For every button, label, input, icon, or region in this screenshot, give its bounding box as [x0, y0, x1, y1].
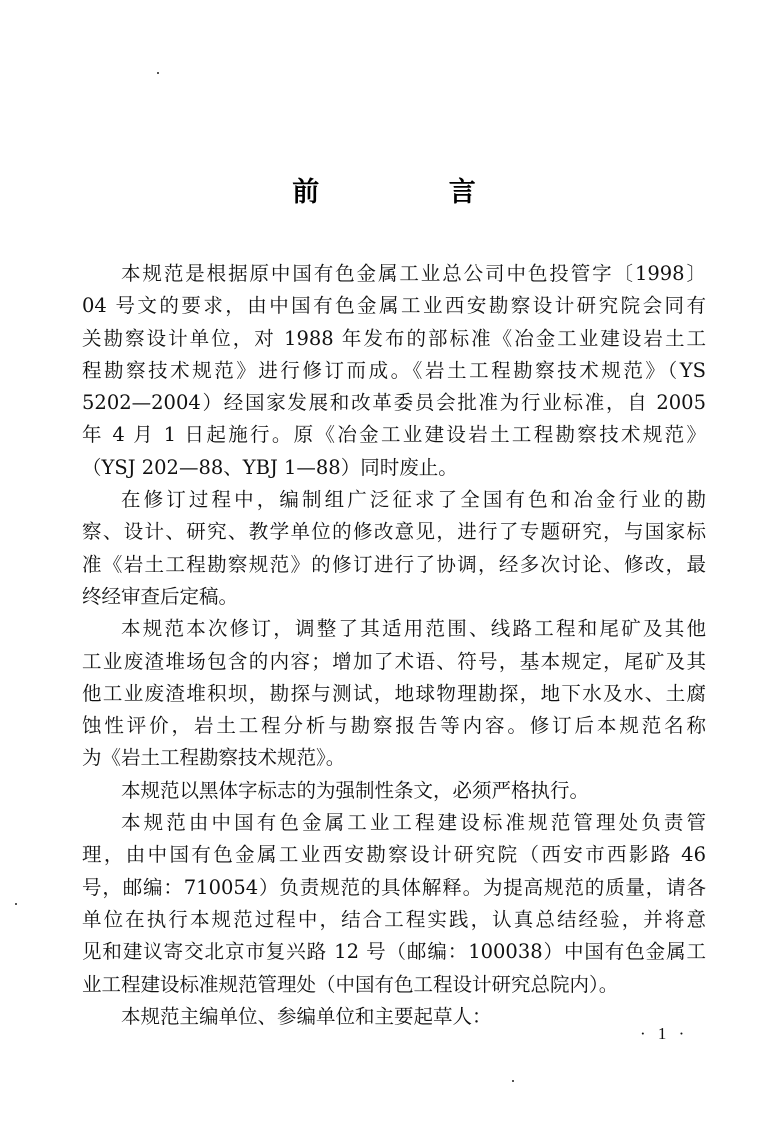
- text-line: 为《岩土工程勘察技术规范》。: [82, 746, 346, 770]
- scan-speck: [15, 903, 17, 905]
- text-line: 业工程建设标准规范管理处（中国有色工程设计研究总院内）。: [82, 972, 619, 996]
- scan-speck: [512, 1080, 514, 1082]
- text-line: 本规范本次修订，调整了其适用范围、线路工程和尾矿及其他: [121, 617, 706, 641]
- text-line: 蚀性评价，岩土工程分析与勘察报告等内容。修订后本规范名称: [82, 714, 706, 738]
- text-line: 见和建议寄交北京市复兴路 12 号（邮编：100038）中国有色金属工: [82, 940, 706, 964]
- text-line: 察、设计、研究、教学单位的修改意见，进行了专题研究，与国家标: [82, 520, 706, 544]
- text-line: 单位在执行本规范过程中，结合工程实践，认真总结经验，并将意: [82, 907, 706, 931]
- text-line: 5202—2004）经国家发展和改革委员会批准为行业标准，自 2005: [82, 391, 706, 415]
- text-line: 程勘察技术规范》进行修订而成。《岩土工程勘察技术规范》（YS: [82, 358, 706, 382]
- text-line: 关勘察设计单位，对 1988 年发布的部标准《冶金工业建设岩土工: [82, 326, 706, 350]
- text-line: 工业废渣堆场包含的内容；增加了术语、符号，基本规定，尾矿及其: [82, 649, 706, 673]
- text-line: 理，由中国有色金属工业西安勘察设计研究院（西安市西影路 46: [82, 843, 706, 867]
- text-line: 在修订过程中，编制组广泛征求了全国有色和冶金行业的勘: [121, 488, 706, 512]
- text-line: 准《岩土工程勘察规范》的修订进行了协调，经多次讨论、修改，最: [82, 552, 706, 576]
- text-line: 号，邮编：710054）负责规范的具体解释。为提高规范的质量，请各: [82, 875, 706, 899]
- text-line: 年 4 月 1 日起施行。原《冶金工业建设岩土工程勘察技术规范》: [82, 423, 706, 447]
- text-line: 他工业废渣堆积坝，勘探与测试，地球物理勘探，地下水及水、土腐: [82, 681, 706, 705]
- text-line: 终经审查后定稿。: [82, 584, 239, 608]
- body-text: [82, 258, 706, 1033]
- text-line: 本规范以黑体字标志的为强制性条文，必须严格执行。: [121, 778, 590, 802]
- text-line: 04 号文的要求，由中国有色金属工业西安勘察设计研究院会同有: [82, 294, 706, 318]
- text-line: 本规范是根据原中国有色金属工业总公司中色投管字〔1998〕: [121, 262, 706, 285]
- page-title: 前 言: [292, 177, 536, 208]
- text-line: （YSJ 202—88、YBJ 1—88）同时废止。: [82, 455, 458, 479]
- scan-speck: [157, 72, 159, 74]
- text-line: 本规范由中国有色金属工业工程建设标准规范管理处负责管: [121, 811, 706, 835]
- text-line: 本规范主编单位、参编单位和主要起草人：: [121, 1004, 492, 1028]
- page-number: · 1 ·: [640, 1024, 689, 1043]
